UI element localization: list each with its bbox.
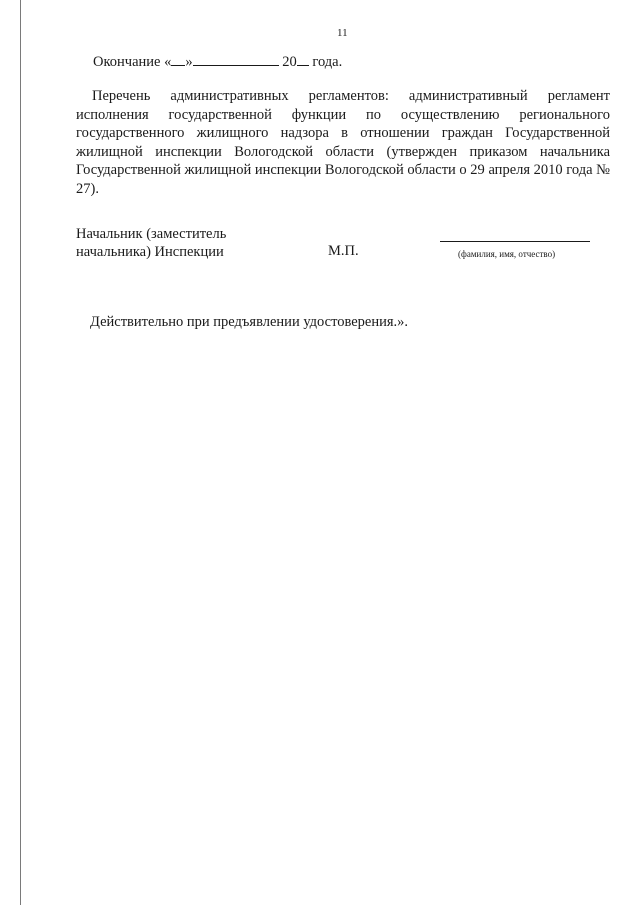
page-number: 11	[337, 27, 348, 39]
chief-title	[76, 225, 226, 261]
end-date-quote: »	[185, 54, 193, 70]
end-date-prefix: Окончание «	[93, 54, 172, 70]
day-blank	[171, 52, 185, 66]
end-date-line	[93, 52, 342, 71]
validity-note: Действительно при предъявлении удостоверения.».	[90, 314, 409, 330]
month-blank	[193, 52, 279, 66]
chief-title-line1: Начальник (заместитель	[76, 226, 227, 242]
year-prefix: 20	[282, 54, 297, 70]
end-date-suffix: года.	[308, 54, 343, 70]
signature-line	[440, 241, 590, 242]
seal-place: М.П.	[328, 243, 359, 259]
page-edge-line	[20, 0, 21, 905]
chief-title-line2: начальника) Инспекции	[76, 244, 224, 260]
signature-caption: (фамилия, имя, отчество)	[458, 249, 556, 259]
regulations-paragraph: Перечень административных регламентов: административный регламент исполнения государственной функции по осуществлению регионального государственного жилищного надзора в отношении граждан Государственной жилищной инспекции Вологодской области (утвержден приказом начальника Государственной жилищной инспекции Вологодской области о 29 апреля 2010 года № 27).	[76, 88, 610, 197]
year-blank	[297, 52, 309, 66]
